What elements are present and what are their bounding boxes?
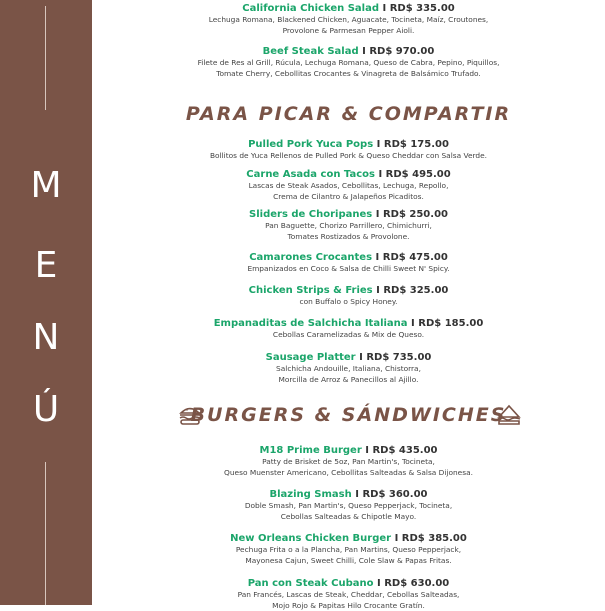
item-description: Tomates Rostizados & Provolone.	[92, 232, 605, 243]
item-description: Pan Francés, Lascas de Steak, Cheddar, Cebollas Salteadas,	[92, 590, 605, 601]
section-heading-picar: PARA PICAR & COMPARTIR	[92, 103, 605, 125]
menu-item	[92, 209, 605, 242]
item-description: Mayonesa Cajun, Sweet Chilli, Cole Slaw & Papas Fritas.	[92, 556, 605, 567]
item-title: M18 Prime Burger I RD$ 435.00	[92, 445, 605, 457]
menu-item	[92, 169, 605, 202]
item-description: Salchicha Andouille, Italiana, Chistorra,	[92, 364, 605, 375]
item-description: Pan Baguette, Chorizo Parrillero, Chimichurri,	[92, 221, 605, 232]
menu-item	[92, 252, 605, 275]
item-description: Cebollas Caramelizadas & Mix de Queso.	[92, 330, 605, 341]
menu-item	[92, 139, 605, 162]
menu-item	[92, 352, 605, 385]
item-description: Lechuga Romana, Blackened Chicken, Aguacate, Tocineta, Maíz, Croutones,	[92, 15, 605, 26]
menu-letter-e: E	[0, 248, 92, 284]
item-title: Sliders de Choripanes I RD$ 250.00	[92, 209, 605, 221]
menu-letter-u: Ú	[0, 392, 92, 428]
item-description: Queso Muenster Americano, Cebollitas Salteadas & Salsa Dijonesa.	[92, 468, 605, 479]
sidebar	[0, 0, 92, 605]
item-description: Lascas de Steak Asados, Cebollitas, Lechuga, Repollo,	[92, 181, 605, 192]
menu-item	[92, 445, 605, 478]
item-description: Bollitos de Yuca Rellenos de Pulled Pork & Queso Cheddar con Salsa Verde.	[92, 151, 605, 162]
item-description: Cebollas Salteadas & Chipotle Mayo.	[92, 512, 605, 523]
item-title: Blazing Smash I RD$ 360.00	[92, 489, 605, 501]
sidebar-divider-bottom	[45, 462, 46, 605]
menu-letter-n: N	[0, 320, 92, 356]
section-heading-burgers: BURGERS & SÁNDWICHES	[92, 404, 605, 426]
item-description: con Buffalo o Spicy Honey.	[92, 297, 605, 308]
item-title: Beef Steak Salad I RD$ 970.00	[92, 46, 605, 58]
menu-item	[92, 285, 605, 308]
menu-content	[92, 0, 605, 605]
item-title: Camarones Crocantes I RD$ 475.00	[92, 252, 605, 264]
sidebar-divider-top	[45, 6, 46, 110]
item-description: Provolone & Parmesan Pepper Aioli.	[92, 26, 605, 37]
item-description: Doble Smash, Pan Martin's, Queso Pepperjack, Tocineta,	[92, 501, 605, 512]
menu-item	[92, 533, 605, 566]
item-title: Pan con Steak Cubano I RD$ 630.00	[92, 578, 605, 590]
menu-letter-m: M	[0, 168, 92, 204]
sandwich-icon	[496, 403, 522, 427]
item-description: Tomate Cherry, Cebollitas Crocantes & Vinagreta de Balsámico Trufado.	[92, 69, 605, 80]
item-description: Filete de Res al Grill, Rúcula, Lechuga Romana, Queso de Cabra, Pepino, Piquillos,	[92, 58, 605, 69]
item-description: Mojo Rojo & Papitas Hilo Crocante Gratín.	[92, 601, 605, 611]
menu-item	[92, 489, 605, 522]
item-title: Sausage Platter I RD$ 735.00	[92, 352, 605, 364]
item-title: Chicken Strips & Fries I RD$ 325.00	[92, 285, 605, 297]
menu-item	[92, 318, 605, 341]
item-description: Empanizados en Coco & Salsa de Chilli Sweet N' Spicy.	[92, 264, 605, 275]
item-description: Pechuga Frita o a la Plancha, Pan Martins, Queso Pepperjack,	[92, 545, 605, 556]
menu-item	[92, 3, 605, 36]
item-title: California Chicken Salad I RD$ 335.00	[92, 3, 605, 15]
item-title: Empanaditas de Salchicha Italiana I RD$ 185.00	[92, 318, 605, 330]
item-description: Crema de Cilantro & Jalapeños Picaditos.	[92, 192, 605, 203]
item-description: Morcilla de Arroz & Panecillos al Ajillo.	[92, 375, 605, 386]
item-title: Carne Asada con Tacos I RD$ 495.00	[92, 169, 605, 181]
item-title: New Orleans Chicken Burger I RD$ 385.00	[92, 533, 605, 545]
item-title: Pulled Pork Yuca Pops I RD$ 175.00	[92, 139, 605, 151]
menu-item	[92, 578, 605, 611]
menu-item	[92, 46, 605, 79]
item-description: Patty de Brisket de 5oz, Pan Martin's, Tocineta,	[92, 457, 605, 468]
